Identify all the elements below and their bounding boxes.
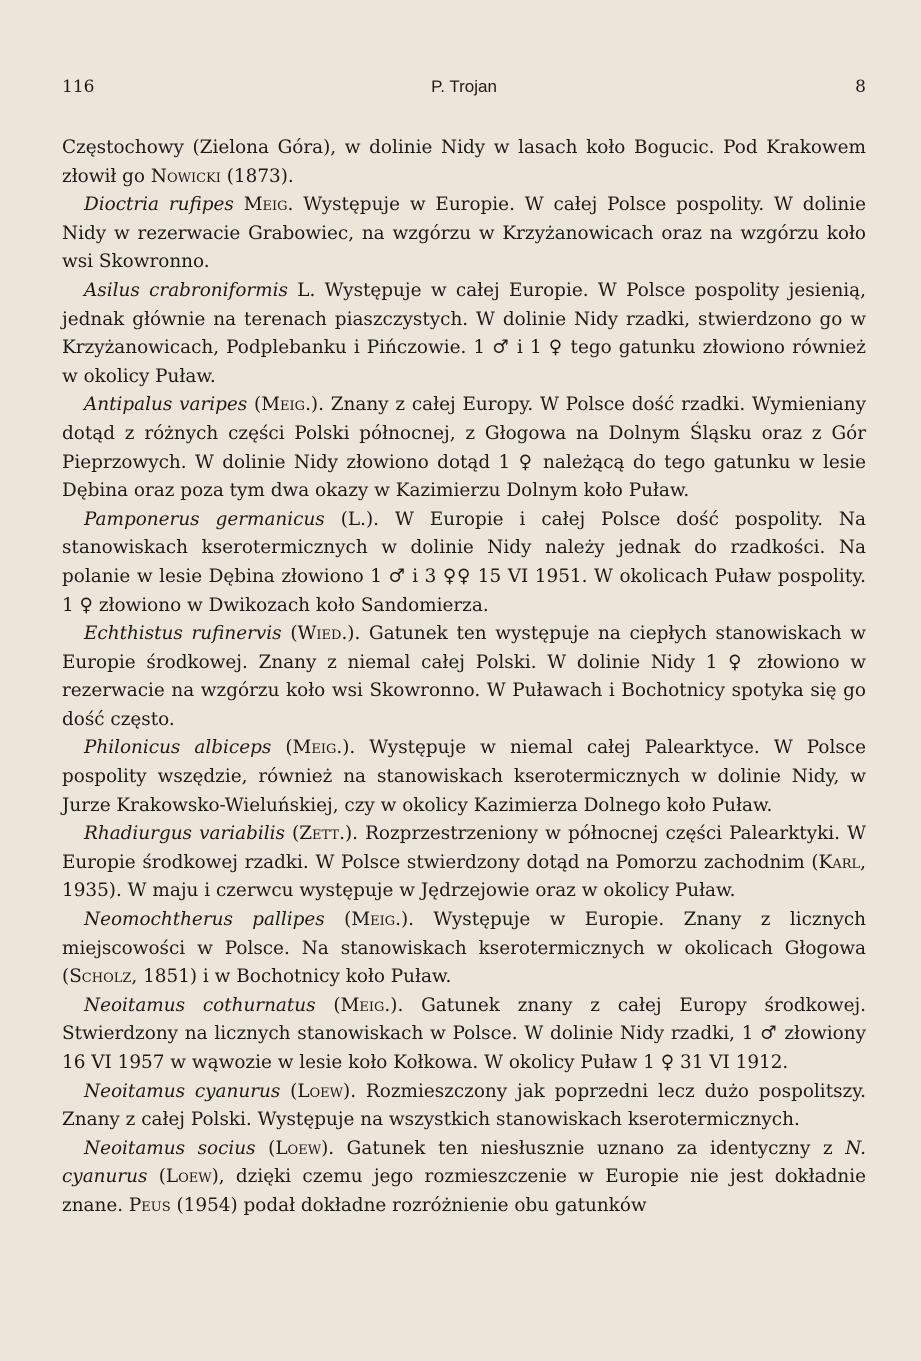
paragraph-text: ( xyxy=(247,394,262,416)
paragraph-text: (1873). xyxy=(220,165,294,187)
paragraph-text: , 1935). W maju i czerwcu występuje w Jędrzejowie oraz w okolicy Puław. xyxy=(62,851,866,902)
paragraph-text: ). Gatunek ten niesłusznie uznano za identyczny z xyxy=(321,1137,846,1159)
paragraph-text: ( xyxy=(281,623,298,645)
paragraph-text: .). Gatunek znany z całej Europy środkowej. Stwierdzony na licznych stanowiskach w Polsce. W dolinie Nidy rzadki, 1 ♂ złowiony 16 VI 1957 w wąwozie w lesie koło Kołkowa. W okolicy Puław 1 ♀ 31 VI 1912. xyxy=(62,994,866,1073)
author-citation: Loew xyxy=(297,1080,344,1102)
author-citation: Zett xyxy=(299,823,340,845)
author-citation: Wied xyxy=(297,623,342,645)
paragraph-text: . Występuje w Europie. W całej Polsce pospolity. W dolinie Nidy w rezerwacie Grabowiec, na wzgórzu w Krzyżanowicach oraz na wzgórzu koło wsi Skowronno. xyxy=(62,194,866,273)
author-citation: Nowicki xyxy=(150,165,221,187)
paragraph-text: (L.). W Europie i całej Polsce dość pospolity. Na stanowiskach kserotermicznych w dolinie Nidy należy jednak do rzadkości. Na polanie w lesie Dębina złowiono 1 ♂ i 3 ♀♀ 15 VI 1951. W okolicach Puław pospolity. 1 ♀ złowiono w Dwikozach koło Sandomierza. xyxy=(62,508,866,616)
paragraph xyxy=(62,391,866,505)
author-citation: Peus xyxy=(128,1194,171,1216)
species-name: Dioctria rufipes xyxy=(84,194,234,216)
paragraph-text: ), dzięki czemu jego rozmieszczenie w Europie nie jest dokładnie znane. xyxy=(62,1166,866,1216)
paragraph-text: (1954) podał dokładne rozróżnienie obu gatunków xyxy=(170,1194,647,1216)
document-page xyxy=(62,70,866,1221)
author-citation: Meig xyxy=(243,194,288,216)
paragraph-text: ( xyxy=(255,1137,276,1159)
running-head xyxy=(62,70,866,104)
paragraph xyxy=(62,992,866,1078)
species-name: Philonicus albiceps xyxy=(84,737,272,759)
paragraph xyxy=(62,277,866,391)
species-name: Pamponerus germanicus xyxy=(84,508,325,530)
species-name: N. cyanurus xyxy=(62,1137,867,1188)
paragraph xyxy=(62,191,866,277)
paragraph-text: ( xyxy=(147,1166,166,1188)
body-text xyxy=(62,134,866,1221)
paragraph xyxy=(62,820,866,906)
paragraph-text xyxy=(234,194,244,215)
paragraph xyxy=(62,620,866,734)
paragraph xyxy=(62,906,866,992)
author-citation: Meig xyxy=(261,394,306,416)
author-citation: Karl xyxy=(818,851,861,873)
author-citation: Meig xyxy=(351,909,396,931)
species-name: Neoitamus socius xyxy=(84,1137,256,1159)
paragraph xyxy=(62,734,866,820)
species-name: Asilus crabroniformis xyxy=(84,279,288,301)
paragraph-text: .). Gatunek ten występuje na ciepłych stanowiskach w Europie środkowej. Znany z niemal całej Polski. W dolinie Nidy 1 ♀ złowiono w rezerwacie na wzgórzu koło wsi Skowronno. W Puławach i Bochotnicy spotyka się go dość często. xyxy=(62,623,866,730)
running-head-author: P. Trojan xyxy=(431,77,497,96)
paragraph-text: .). Rozprzestrzeniony w północnej części Palearktyki. W Europie środkowej rzadki. W Polsce stwierdzony dotąd na Pomorzu zachodnim ( xyxy=(62,823,866,873)
species-name: Neoitamus cyanurus xyxy=(84,1080,281,1102)
paragraph-text: ( xyxy=(315,994,341,1016)
paragraph-text: ( xyxy=(324,909,352,931)
paragraph-text: ). Rozmieszczony jak poprzedni lecz dużo pospolitszy. Znany z całej Polski. Występuje na wszystkich stanowiskach kserotermicznych. xyxy=(62,1080,866,1131)
paragraph-text: L. Występuje w całej Europie. W Polsce pospolity jesienią, jednak głównie na terenach piaszczystych. W dolinie Nidy rzadki, stwierdzono go w Krzyżanowicach, Podplebanku i Pińczowie. 1 ♂ i 1 ♀ tego gatunku złowiono również w okolicy Puław. xyxy=(62,279,866,387)
paragraph-text: .). Występuje w niemal całej Palearktyce. W Polsce pospolity wszędzie, również na stanowiskach kserotermicznych w dolinie Nidy, w Jurze Krakowsko-Wieluńskiej, czy w okolicy Kazimierza Dolnego koło Puław. xyxy=(62,737,866,816)
species-name: Neoitamus cothurnatus xyxy=(84,994,316,1016)
paragraph xyxy=(62,506,866,620)
species-name: Rhadiurgus variabilis xyxy=(84,823,285,845)
paragraph-text: .). Występuje w Europie. Znany z licznych miejscowości w Polsce. Na stanowiskach kserotermicznych w okolicach Głogowa ( xyxy=(62,909,866,988)
paragraph-text: ( xyxy=(284,823,300,845)
paragraph xyxy=(62,1135,866,1221)
paragraph xyxy=(62,1078,866,1135)
species-name: Echthistus rufinervis xyxy=(84,623,282,645)
author-citation: Meig xyxy=(340,994,385,1016)
running-head-signature: 8 xyxy=(855,77,866,97)
paragraph-text: , 1851) i w Bochotnicy koło Puław. xyxy=(131,966,452,988)
species-name: Antipalus varipes xyxy=(84,394,248,416)
author-citation: Loew xyxy=(275,1137,322,1159)
paragraph-text: .). Znany z całej Europy. W Polsce dość rzadki. Wymieniany dotąd z różnych części Polski północnej, z Głogowa na Dolnym Śląsku oraz z Gór Pieprzowych. W dolinie Nidy złowiono dotąd 1 ♀ należącą do tego gatunku w lesie Dębina oraz poza tym dwa okazy w Kazimierzu Dolnym koło Puław. xyxy=(62,394,866,502)
paragraph-text: ( xyxy=(271,737,293,759)
author-citation: Meig xyxy=(292,737,337,759)
paragraph-text: Częstochowy (Zielona Góra), w dolinie Nidy w lasach koło Bogucic. Pod Krakowem złowił go xyxy=(62,137,866,187)
page-number: 116 xyxy=(62,77,95,97)
author-citation: Loew xyxy=(165,1166,212,1188)
paragraph-text: ( xyxy=(280,1080,298,1102)
species-name: Neomochtherus pallipes xyxy=(84,909,325,931)
paragraph xyxy=(62,134,866,191)
author-citation: Scholz xyxy=(69,966,132,988)
